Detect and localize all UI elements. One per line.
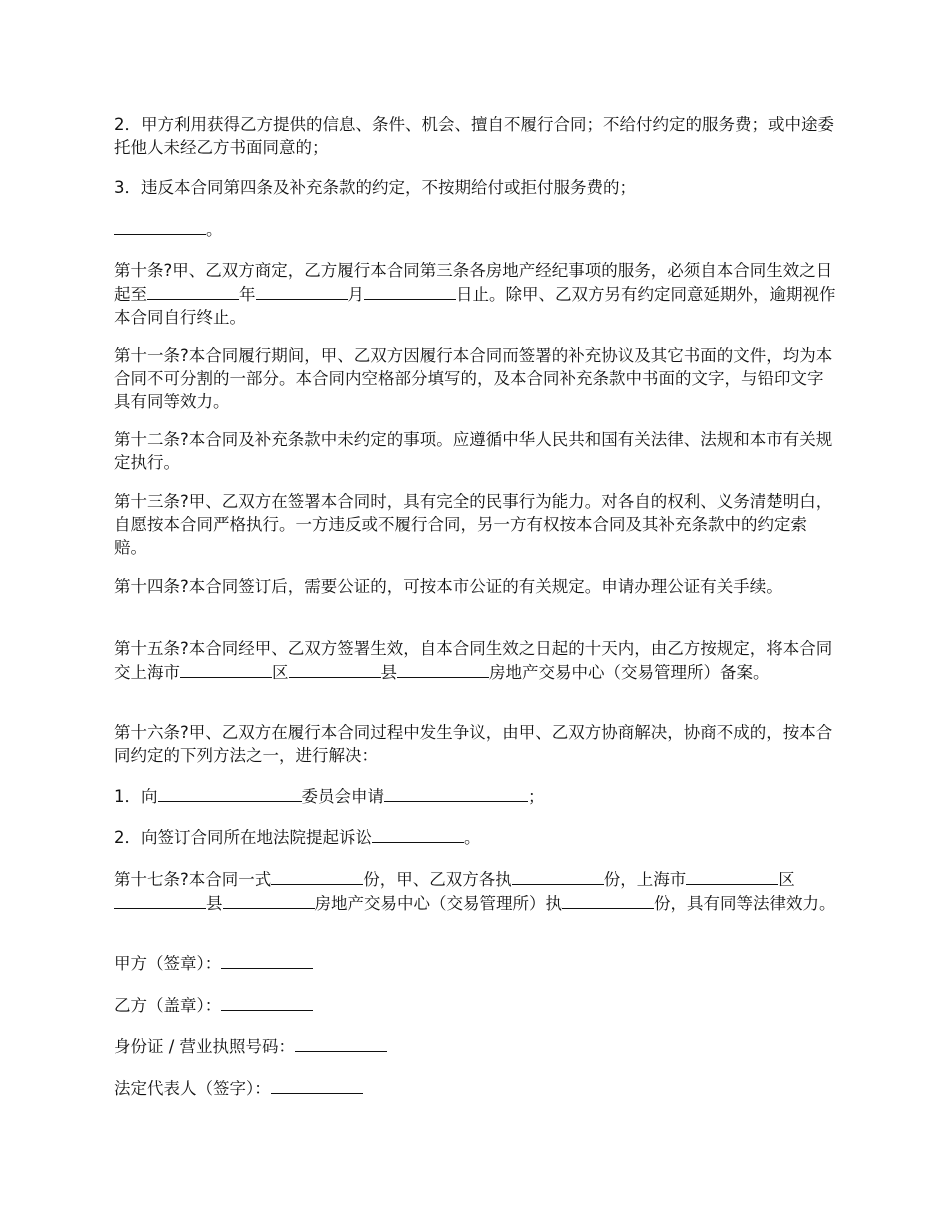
blank-item xyxy=(114,217,839,241)
resolution-option-1 xyxy=(114,784,839,808)
article-10-text-c: 月 xyxy=(347,285,364,304)
id-number-label: 身份证 / 营业执照号码： xyxy=(114,1037,296,1056)
fill-blank xyxy=(271,867,363,885)
article-17 xyxy=(114,867,839,915)
option-2-text-b: 。 xyxy=(464,828,481,847)
option-1-text-a: 1．向 xyxy=(114,787,158,806)
article-10-text-b: 年 xyxy=(239,285,256,304)
signature-party-b xyxy=(114,993,839,1017)
clause-item-2: 2．甲方利用获得乙方提供的信息、条件、机会、擅自不履行合同；不给付约定的服务费；或中途委托他人未经乙方书面同意的； xyxy=(114,115,834,157)
article-17-text-g: 份，具有同等法律效力。 xyxy=(654,894,836,913)
article-16: 第十六条?甲、乙双方在履行本合同过程中发生争议，由甲、乙双方协商解决，协商不成的，按本合同约定的下列方法之一，进行解决： xyxy=(114,723,833,765)
signature-legal-rep xyxy=(114,1076,839,1100)
fill-blank xyxy=(397,660,489,678)
signature-blank xyxy=(221,951,313,969)
article-17-text-d: 区 xyxy=(778,870,795,889)
legal-rep-label: 法定代表人（签字）： xyxy=(114,1079,271,1098)
article-17-text-a: 第十七条?本合同一式 xyxy=(114,870,272,889)
signature-blank xyxy=(271,1076,363,1094)
signature-blank xyxy=(221,993,313,1011)
article-17-text-f: 房地产交易中心（交易管理所）执 xyxy=(314,894,562,913)
signature-id-number xyxy=(114,1034,839,1058)
article-15-text-d: 房地产交易中心（交易管理所）备案。 xyxy=(489,663,770,682)
article-10 xyxy=(114,259,839,329)
article-10-text-a: 第十条?甲、乙双方商定，乙方履行本合同第三条各房地产经纪事项的服务，必须自本合同生效之日起至 xyxy=(114,261,833,304)
article-17-text-b: 份，甲、乙双方各执 xyxy=(363,870,512,889)
fill-blank xyxy=(384,784,528,802)
article-15 xyxy=(114,637,839,684)
article-15-text-a: 第十五条?本合同经甲、乙双方签署生效，自本合同生效之日起的十天内，由乙方按规定，将本合同交上海市 xyxy=(114,639,833,682)
fill-blank xyxy=(364,282,456,300)
fill-blank xyxy=(512,867,604,885)
article-14: 第十四条?本合同签订后，需要公证的，可按本市公证的有关规定。申请办理公证有关手续。 xyxy=(114,577,783,596)
signature-party-a xyxy=(114,951,839,975)
article-11: 第十一条?本合同履行期间，甲、乙双方因履行本合同而签署的补充协议及其它书面的文件，均为本合同不可分割的一部分。本合同内空格部分填写的，及本合同补充条款中书面的文字，与铅印文字具有同等效力。 xyxy=(114,346,833,411)
fill-blank xyxy=(686,867,778,885)
party-a-label: 甲方（签章）： xyxy=(114,954,222,973)
article-12: 第十二条?本合同及补充条款中未约定的事项。应遵循中华人民共和国有关法律、法规和本市有关规定执行。 xyxy=(114,430,833,472)
fill-blank xyxy=(372,825,464,843)
option-1-text-c: ； xyxy=(528,787,545,806)
blank-item-end: 。 xyxy=(206,220,223,239)
fill-blank xyxy=(114,217,206,235)
fill-blank xyxy=(223,891,315,909)
fill-blank xyxy=(147,282,239,300)
fill-blank xyxy=(158,784,302,802)
party-b-label: 乙方（盖章）： xyxy=(114,996,222,1015)
fill-blank xyxy=(256,282,348,300)
fill-blank xyxy=(180,660,272,678)
resolution-option-2 xyxy=(114,825,839,849)
clause-item-3: 3．违反本合同第四条及补充条款的约定，不按期给付或拒付服务费的； xyxy=(114,178,636,197)
article-17-text-c: 份，上海市 xyxy=(603,870,687,889)
article-10-text-d: 日止。除甲、乙双方另有约定同意延期外，逾期视作本合同自行终止。 xyxy=(114,285,836,327)
option-2-text-a: 2．向签订合同所在地法院提起诉讼 xyxy=(114,828,372,847)
article-15-text-b: 区 xyxy=(272,663,289,682)
fill-blank xyxy=(114,891,206,909)
article-15-text-c: 县 xyxy=(380,663,397,682)
option-1-text-b: 委员会申请 xyxy=(301,787,384,806)
signature-blank xyxy=(295,1034,387,1052)
article-17-text-e: 县 xyxy=(206,894,223,913)
fill-blank xyxy=(562,891,654,909)
article-13: 第十三条?甲、乙双方在签署本合同时，具有完全的民事行为能力。对各自的权利、义务清楚明白，自愿按本合同严格执行。一方违反或不履行合同，另一方有权按本合同及其补充条款中的约定索赔。 xyxy=(114,492,833,557)
fill-blank xyxy=(289,660,381,678)
